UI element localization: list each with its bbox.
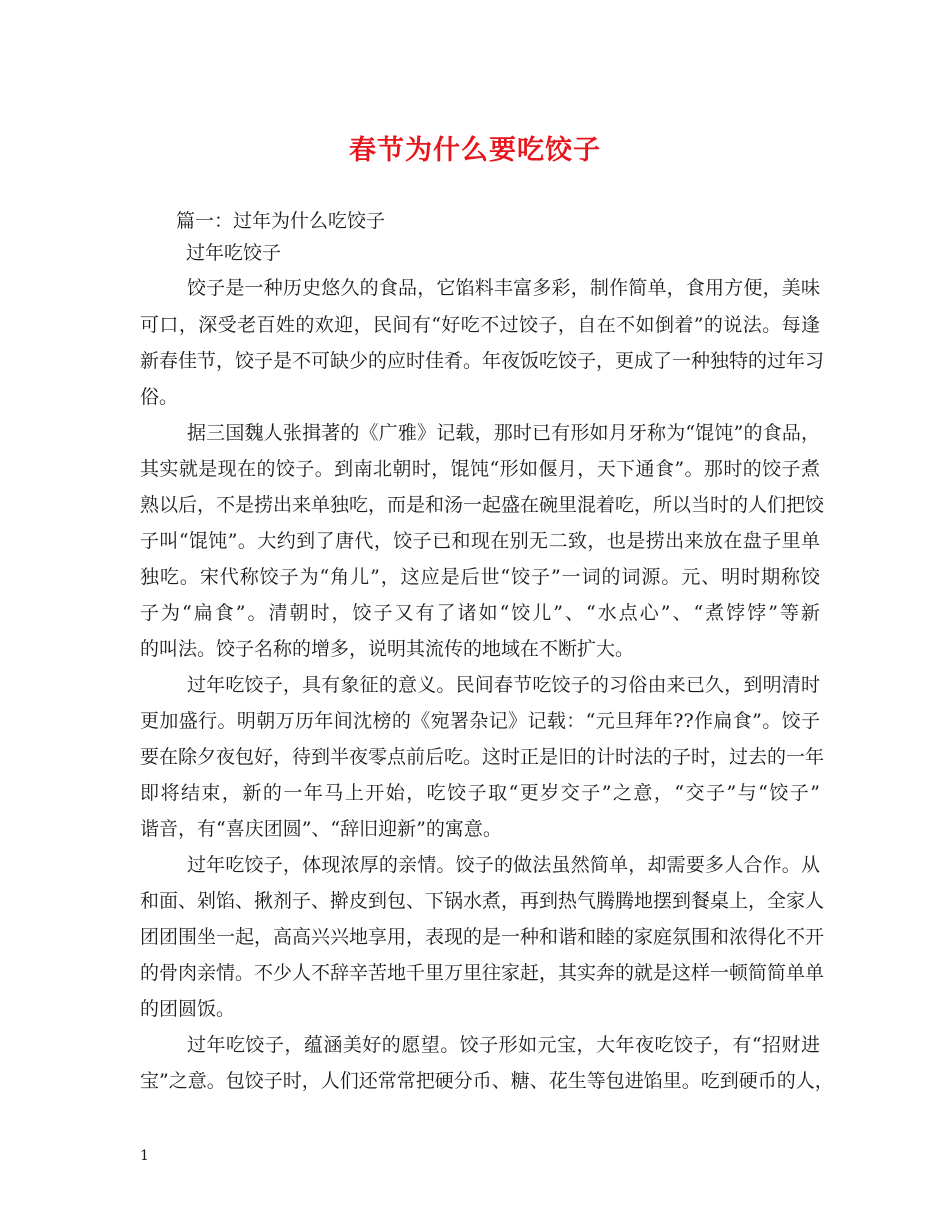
paragraph-line: 要在除夕夜包好，待到半夜零点前后吃。这时正是旧的计时法的子时，过去的一年 [140,746,825,768]
paragraph-line: 过年吃饺子，体现浓厚的亲情。饺子的做法虽然简单，却需要多人合作。从 [187,854,820,876]
paragraph-line: 熟以后，不是捞出来单独吃，而是和汤一起盛在碗里混着吃，所以当时的人们把饺 [140,494,825,516]
paragraph-line: 的团圆饭。 [140,998,236,1020]
paragraph-line: 其实就是现在的饺子。到南北朝时，馄饨“形如偃月，天下通食”。那时的饺子煮 [140,458,820,480]
paragraph-line: 过年吃饺子，具有象征的意义。民间春节吃饺子的习俗由来已久，到明清时 [187,674,820,696]
paragraph-line: 和面、剁馅、揪剂子、擀皮到包、下锅水煮，再到热气腾腾地摆到餐桌上，全家人 [140,890,825,912]
paragraph-line: 过年吃饺子，蕴涵美好的愿望。饺子形如元宝，大年夜吃饺子，有“招财进 [187,1034,820,1056]
paragraph-line: 据三国魏人张揖著的《广雅》记载，那时已有形如月牙称为“馄饨”的食品， [187,422,820,444]
paragraph-line: 团团围坐一起，高高兴兴地享用，表现的是一种和谐和睦的家庭氛围和浓得化不开 [140,926,825,948]
paragraph-line: 的叫法。饺子名称的增多，说明其流传的地域在不断扩大。 [140,638,635,660]
section-heading: 篇一：过年为什么吃饺子 [176,210,386,232]
document-title: 春节为什么要吃饺子 [349,135,601,166]
paragraph-line: 宝”之意。包饺子时，人们还常常把硬分币、糖、花生等包进馅里。吃到硬币的人， [140,1070,834,1092]
paragraph-line: 更加盛行。明朝万历年间沈榜的《宛署杂记》记载：“元旦拜年??作扁食”。饺子 [140,710,820,732]
paragraph-line: 的骨肉亲情。不少人不辞辛苦地千里万里往家赶，其实奔的就是这样一顿简简单单 [140,962,825,984]
paragraph-line: 俗。 [140,386,179,408]
paragraph-line: 可口，深受老百姓的欢迎，民间有“好吃不过饺子，自在不如倒着”的说法。每逢 [140,314,820,336]
paragraph-line: 即将结束，新的一年马上开始，吃饺子取“更岁交子”之意，“交子”与“饺子” [140,782,820,804]
paragraph-line: 子为“扁食”。清朝时，饺子又有了诸如“饺儿”、“水点心”、“煮饽饽”等新 [140,602,820,624]
paragraph-line: 饺子是一种历史悠久的食品，它馅料丰富多彩，制作简单，食用方便，美味 [187,277,820,299]
paragraph-line: 子叫“馄饨”。大约到了唐代，饺子已和现在别无二致，也是捞出来放在盘子里单 [140,530,820,552]
paragraph-line: 独吃。宋代称饺子为“角儿”，这应是后世“饺子”一词的词源。元、明时期称饺 [140,566,820,588]
paragraph-line: 谐音，有“喜庆团圆”、“辞旧迎新”的寓意。 [140,818,502,840]
subheading: 过年吃饺子 [186,242,282,264]
paragraph-line: 新春佳节，饺子是不可缺少的应时佳肴。年夜饭吃饺子，更成了一种独特的过年习 [140,350,825,372]
page-number: 1 [140,1148,149,1164]
